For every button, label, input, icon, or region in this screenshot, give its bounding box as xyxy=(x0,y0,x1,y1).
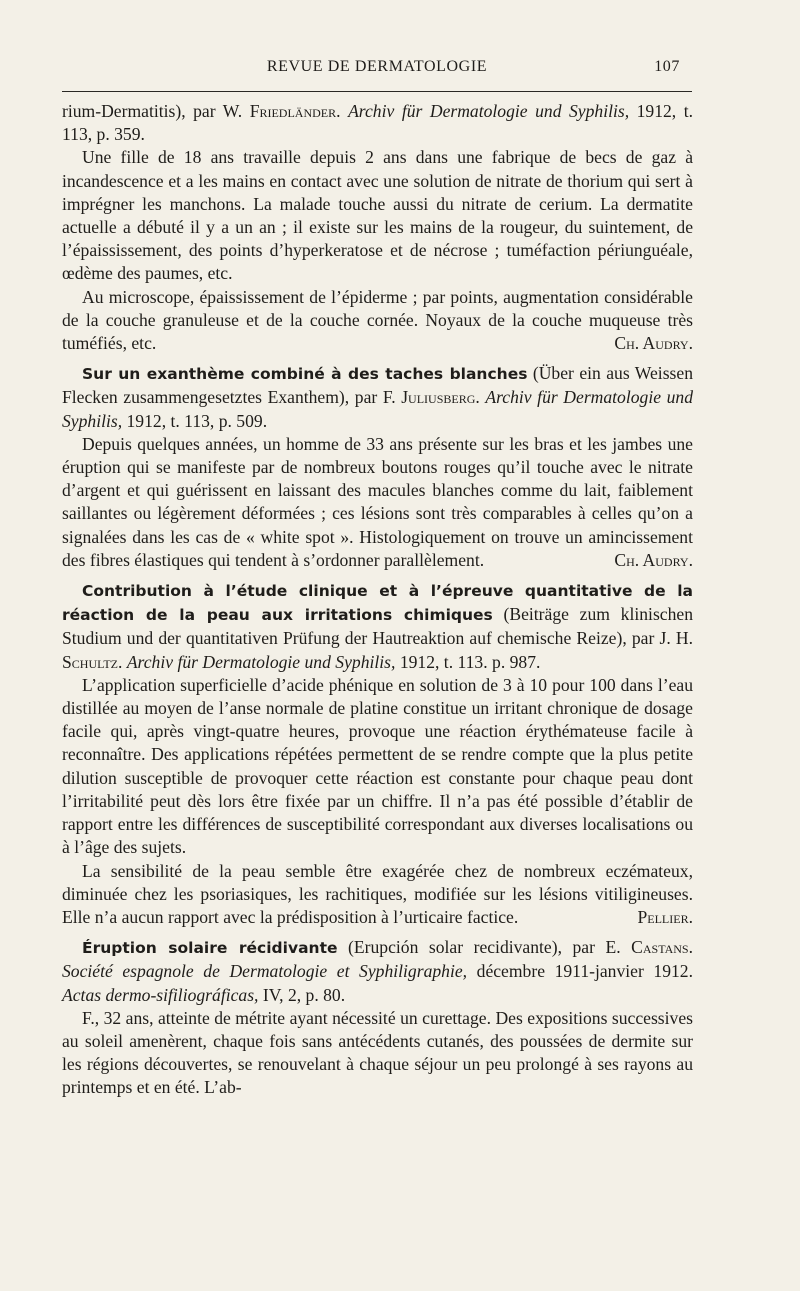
paragraph: Au microscope, épaississement de l’épiderme ; par points, augmentation considérable de la couche granuleuse et de la couche cornée. Noyaux de la couche muqueuse très tuméfiés, etc. Ch. Audry. xyxy=(62,286,693,356)
journal-title: REVUE DE DERMATOLOGIE xyxy=(266,58,488,75)
review-entry xyxy=(62,936,693,1099)
article-title: Éruption solaire récidivante xyxy=(82,939,338,958)
header-rule xyxy=(62,91,692,92)
journal-name: Actas dermo-sifiliográficas, xyxy=(62,984,259,1005)
paragraph: L’application superficielle d’acide phénique en solution de 3 à 10 pour 100 dans l’eau distillée au moyen de l’anse normale de platine constitue un irritant chronique de dosage facile qui, après vingt-quatre heures, provoque une réaction érythémateuse facile à reconnaître. Des applications répétées permettent de se rendre compte que la plus petite dilution susceptible de provoquer cette réaction est constante pour chaque peau dont l’irritabilité peut dès lors être fixée par un chiffre. Il n’a pas été possible d’établir de rapport entre les différences de susceptibilité correspondant aux diverses localisations ou à l’âge des sujets. xyxy=(62,674,693,858)
review-entry xyxy=(62,579,693,929)
paragraph: F., 32 ans, atteinte de métrite ayant nécessité un curettage. Des expositions successives au soleil amenèrent, chaque fois sans antécédents cutanés, des poussées de dermite sur les régions découvertes, se renouvelant à chaque séjour un peu prolongé à ses rayons au printemps et en été. L’ab- xyxy=(62,1007,693,1098)
article-title: Sur un exanthème combiné à des taches blanches xyxy=(82,365,528,384)
citation: rium-Dermatitis), par W. Friedländer. Archiv für Dermatologie und Syphilis, 1912, t. 113, p. 359. xyxy=(62,101,694,145)
citation: Sur un exanthème combiné à des taches blanches (Über ein aus Weissen Flecken zusammengesetztes Exanthem), par F. Juliusberg. Archiv für Dermatologie und Syphilis, 1912, t. 113, p. 509. xyxy=(62,363,694,431)
journal-name: Société espagnole de Dermatologie et Syphiligraphie, xyxy=(62,961,468,982)
citation: Éruption solaire récidivante (Erupción solar recidivante), par E. Castans. Société espagnole de Dermatologie et Syphiligraphie, décembre 1911-janvier 1912. Actas dermo-sifiliográficas, IV, 2, p. 80. xyxy=(62,937,693,1005)
author-name: Schultz xyxy=(62,651,119,672)
citation: Contribution à l’étude clinique et à l’épreuve quantitative de la réaction de la peau aux irritations chimiques (Beiträge zum klinischen Studium und der quantitativen Prüfung der Hautreaktion auf chemische Reize), par J. H. Schultz. Archiv für Dermatologie und Syphilis, 1912, t. 113. p. 987. xyxy=(62,582,694,672)
review-entry xyxy=(62,100,693,355)
page-number: 107 xyxy=(654,58,680,75)
paragraph: Depuis quelques années, un homme de 33 ans présente sur les bras et les jambes une éruption qui se manifeste par de nombreux boutons rouges qu’il touche avec le nitrate d’argent et qui guérissent en laissant des macules blanches comme du lait, faiblement saillantes ou légèrement déformées ; ces lésions sont très comparables à celles qu’on a signalées dans les cas de « white spot ». Histologiquement on trouve un amincissement des fibres élastiques qui tendent à s’ordonner parallèlement. Ch. Audry. xyxy=(62,433,693,572)
article-title: Contribution à l’étude clinique et à l’épreuve quantitative de la réaction de la peau aux irritations chimiques xyxy=(62,582,693,625)
author-name: Friedländer xyxy=(249,101,337,121)
paragraph: Une fille de 18 ans travaille depuis 2 ans dans une fabrique de becs de gaz à incandescence et a les mains en contact avec une solution de nitrate de thorium qui sert à imprégner les manchons. La malade touche aussi du nitrate de cerium. La dermatite actuelle a débuté il y a un an ; il existe sur les mains de la rougeur, du suintement, de l’épaississement, des points d’hyperkeratose et de nécrose ; tuméfaction périunguéale, œdème des paumes, etc. xyxy=(62,147,693,284)
signature: Pellier. xyxy=(637,906,693,927)
journal-name: Archiv für Dermatologie und Syphilis, xyxy=(62,387,694,431)
paragraph: La sensibilité de la peau semble être exagérée chez de nombreux eczémateux, diminuée chez les psoriasiques, les rachitiques, modifiée sur les lésions vitiligineuses. Elle n’a aucun rapport avec la prédisposition à l’urticaire factice. Pellier. xyxy=(62,860,693,930)
signature: Ch. Audry. xyxy=(614,549,693,570)
signature: Ch. Audry. xyxy=(614,333,693,354)
author-name: Castans xyxy=(631,937,689,958)
running-head xyxy=(62,56,692,82)
journal-name: Archiv für Dermatologie und Syphilis, xyxy=(126,651,396,672)
review-entry xyxy=(62,362,693,572)
author-name: Juliusberg xyxy=(401,387,476,408)
journal-name: Archiv für Dermatologie und Syphilis, xyxy=(348,101,630,121)
article-body xyxy=(62,100,693,1100)
